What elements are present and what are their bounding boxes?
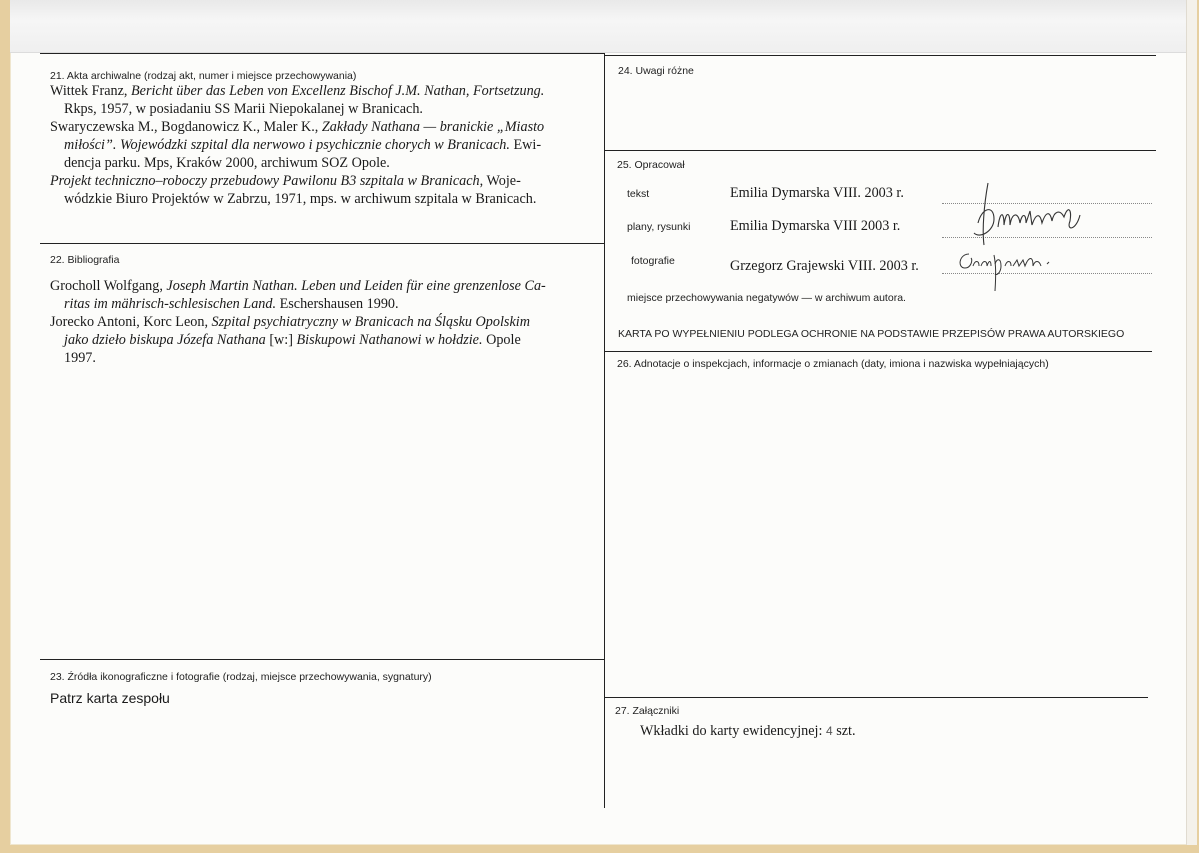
signature-grajewski [955,248,1065,278]
row-value-fotografie: Grzegorz Grajewski VIII. 2003 r. [730,258,919,274]
divider-top-right [605,55,1156,56]
bibliography-entry: Jorecko Antoni, Korc Leon, Szpital psychiatryczny w Branicach na Śląsku Opolskim [50,314,530,330]
row-label-tekst: tekst [627,188,650,200]
row-label-fotografie: fotografie [631,255,675,267]
archive-entry-cont: Rkps, 1957, w posiadaniu SS Marii Niepokalanej w Branicach. [64,101,423,117]
attachments-count: 4 [825,724,833,738]
copyright-notice: KARTA PO WYPEŁNIENIU PODLEGA OCHRONIE NA PODSTAWIE PRZEPISÓW PRAWA AUTORSKIEGO [618,328,1125,340]
bibliography-entry-cont: 1997. [64,350,96,366]
archive-entry: Wittek Franz, Bericht über das Leben von Excellenz Bischof J.M. Nathan, Fortsetzung. [50,83,545,99]
section-21-label: 21. Akta archiwalne (rodzaj akt, numer i miejsce przechowywania) [50,70,357,82]
divider-22-23 [40,659,605,660]
archive-entry-cont: miłości”. Wojewódzki szpital dla nerwowo i psychicznie chorych w Branicach. Ewi- [64,137,542,153]
top-edge-strip [10,0,1196,53]
row-value-tekst: Emilia Dymarska VIII. 2003 r. [730,185,904,201]
bibliography-entry-cont: ritas im mährisch-schlesischen Land. Eschershausen 1990. [64,296,399,312]
divider-26-27 [605,697,1148,698]
section-27-label: 27. Załączniki [615,705,680,717]
section-23-label: 23. Źródła ikonograficzne i fotografie (rodzaj, miejsce przechowywania, sygnatury) [50,671,432,683]
archive-entry-cont: dencja parku. Mps, Kraków 2000, archiwum SOZ Opole. [64,155,390,171]
divider-top-left [40,53,605,54]
bibliography-entry-cont: jako dzieło biskupa Józefa Nathana [w:] Biskupowi Nathanowi w hołdzie. Opole [64,332,521,348]
section-21-entries [50,82,610,208]
section-24-label: 24. Uwagi różne [618,65,694,77]
archive-entry: Swaryczewska M., Bogdanowicz K., Maler K., Zakłady Nathana — branickie „Miasto [50,119,545,135]
archive-entry: Projekt techniczno–roboczy przebudowy Pawilonu B3 szpitala w Branicach, Woje- [50,173,521,189]
divider-25-26 [605,351,1152,352]
attachments-text: Wkładki do karty ewidencyjnej: 4 szt. [640,723,856,739]
section-26-label: 26. Adnotacje o inspekcjach, informacje o zmianach (daty, imiona i nazwiska wypełniających) [617,358,1049,370]
negatives-storage: miejsce przechowywania negatywów — w archiwum autora. [627,292,906,304]
divider-21-22 [40,243,605,244]
divider-24-25 [605,150,1156,151]
row-value-plany: Emilia Dymarska VIII 2003 r. [730,218,901,234]
row-label-plany: plany, rysunki [627,221,691,233]
archive-entry-cont: wódzkie Biuro Projektów w Zabrzu, 1971, mps. w archiwum szpitala w Branicach. [64,191,537,207]
section-22-label: 22. Bibliografia [50,254,120,266]
right-edge-strip [1186,0,1197,845]
section-22-entries [50,277,610,367]
section-23-text: Patrz karta zespołu [50,690,170,706]
section-25-label: 25. Opracował [617,159,685,171]
bibliography-entry: Grocholl Wolfgang, Joseph Martin Nathan. Leben und Leiden für eine grenzenlose Ca- [50,278,546,294]
